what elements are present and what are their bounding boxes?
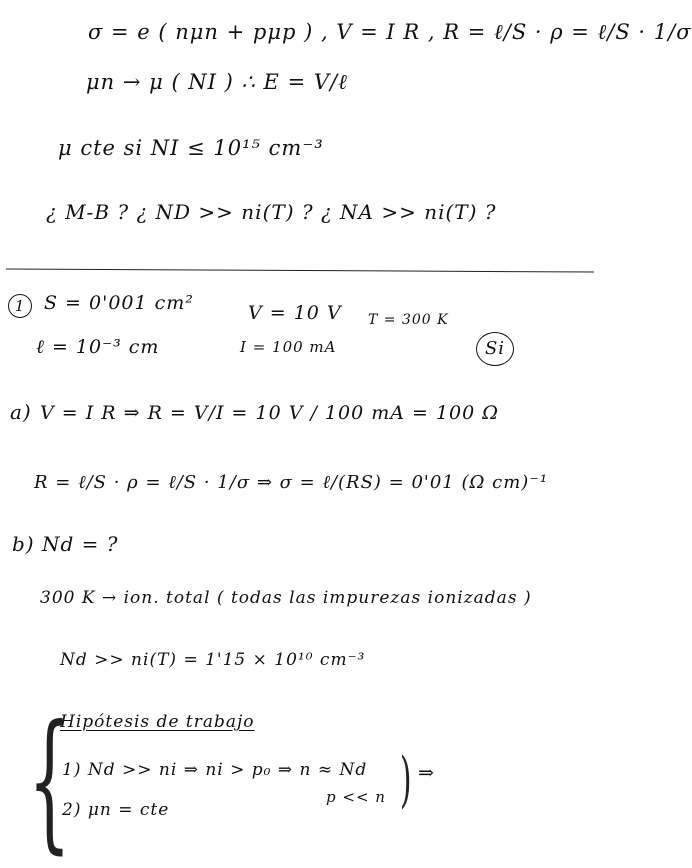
given-voltage: V = 10 V: [248, 302, 342, 324]
part-a-label: a): [10, 400, 32, 424]
material-badge: [476, 332, 514, 366]
hypothesis-1: 1) Nd >> ni ⇒ ni > p₀ ⇒ n ≈ Nd: [62, 760, 368, 780]
given-current: I = 100 mA: [240, 338, 337, 356]
part-a-conductivity: R = ℓ/S · ρ = ℓ/S · 1/σ ⇒ σ = ℓ/(RS) = 0'01 (Ω cm)⁻¹: [34, 472, 549, 493]
formula-line-conductivity: σ = e ( nμn + pμp ) , V = I R , R = ℓ/S · ρ = ℓ/S · 1/σ: [88, 20, 692, 44]
part-b-question: [12, 532, 118, 556]
material-circle: Si: [476, 332, 514, 366]
part-b-ionization: 300 K → ion. total ( todas las impurezas ionizadas ): [40, 588, 532, 608]
problem-number-circle: 1: [8, 294, 32, 318]
given-area: S = 0'001 cm²: [44, 292, 194, 314]
formula-line-questions: ¿ M-B ? ¿ ND >> ni(T) ? ¿ NA >> ni(T) ?: [46, 200, 497, 224]
part-b-condition: Nd >> ni(T) = 1'15 × 10¹⁰ cm⁻³: [60, 650, 366, 670]
hypotheses-brace: {: [28, 694, 71, 868]
hypothesis-1-sub: p << n: [326, 788, 386, 806]
part-a-resistance: V = I R ⇒ R = V/I = 10 V / 100 mA = 100 Ω: [40, 402, 500, 424]
hypothesis-1-tail: ⇒: [418, 762, 435, 784]
hypotheses-title: Hipótesis de trabajo: [60, 712, 255, 732]
hypothesis-1-paren: ): [399, 745, 412, 815]
part-b-label: b): [12, 532, 35, 556]
section-divider: [6, 268, 594, 272]
hypothesis-2: 2) μn = cte: [62, 800, 170, 820]
formula-line-mobility-constant: μ cte si NI ≤ 10¹⁵ cm⁻³: [58, 136, 324, 160]
formula-line-mobility: μn → μ ( NI ) ∴ E = V/ℓ: [86, 70, 348, 94]
given-temperature: T = 300 K: [368, 312, 449, 328]
problem-number: [8, 294, 32, 318]
given-length: ℓ = 10⁻³ cm: [36, 336, 160, 358]
part-b-unknown: Nd = ?: [41, 532, 119, 556]
